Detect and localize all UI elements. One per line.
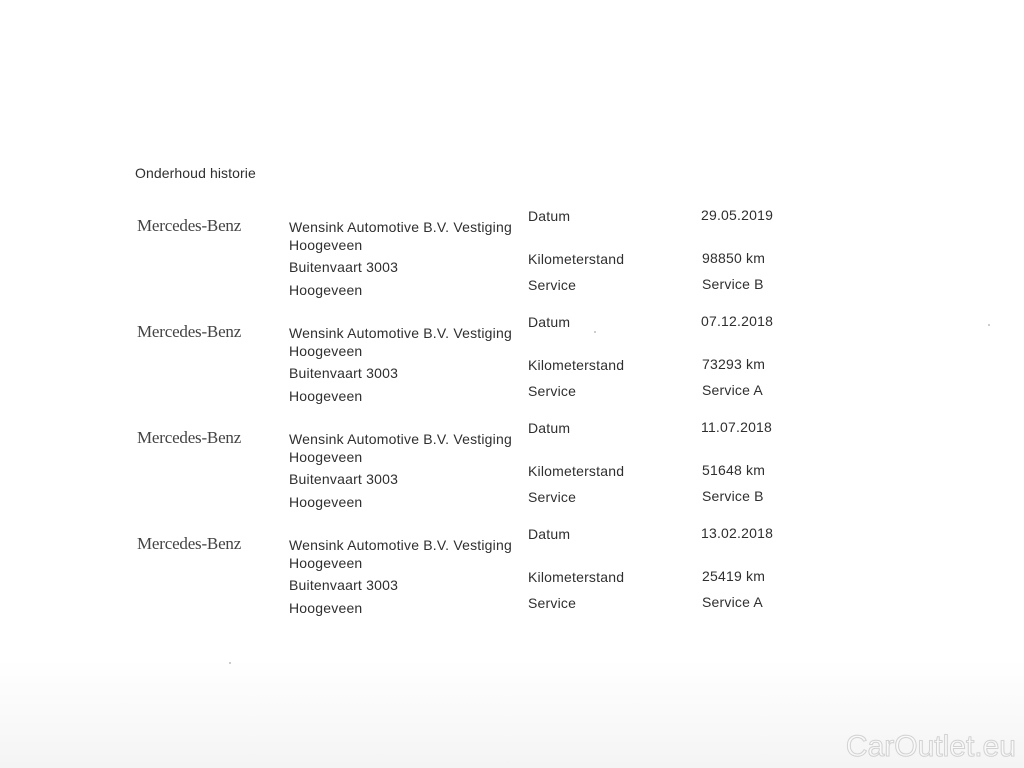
mileage-label: Kilometerstand (528, 357, 625, 373)
date-value: 11.07.2018 (701, 419, 773, 435)
dealer-city: Hoogeveen (289, 494, 363, 510)
dealer-street: Buitenvaart 3003 (289, 577, 399, 593)
date-value: 07.12.2018 (701, 313, 774, 329)
scan-dot (229, 662, 231, 664)
date-value: 29.05.2019 (701, 207, 774, 223)
maintenance-entry (0, 525, 1024, 634)
service-label: Service (528, 277, 577, 293)
maintenance-entry (0, 207, 1024, 316)
mileage-value: 98850 km (702, 250, 766, 266)
dealer-city: Hoogeveen (289, 388, 363, 404)
dealer-name: Wensink Automotive B.V. Vestiging (289, 219, 512, 235)
date-label: Datum (528, 314, 571, 330)
maintenance-entry (0, 313, 1024, 422)
dealer-name: Wensink Automotive B.V. Vestiging (289, 537, 512, 553)
dealer-location: Hoogeveen (289, 237, 363, 253)
mileage-label: Kilometerstand (528, 251, 625, 267)
mileage-value: 73293 km (702, 356, 766, 372)
mileage-label: Kilometerstand (528, 569, 625, 585)
dealer-name: Wensink Automotive B.V. Vestiging (289, 431, 512, 447)
mileage-value: 51648 km (702, 462, 766, 478)
brand-logo-text: Mercedes-Benz (137, 428, 242, 447)
service-label: Service (528, 383, 577, 399)
mileage-label: Kilometerstand (528, 463, 625, 479)
service-label: Service (528, 489, 577, 505)
dealer-street: Buitenvaart 3003 (289, 259, 399, 275)
date-label: Datum (528, 420, 571, 436)
service-value: Service A (702, 382, 763, 398)
service-label: Service (528, 595, 577, 611)
brand-logo-text: Mercedes-Benz (137, 216, 242, 235)
dealer-street: Buitenvaart 3003 (289, 471, 399, 487)
watermark-logo: CarOutlet.eu (845, 730, 1016, 763)
maintenance-entry (0, 419, 1024, 528)
dealer-name: Wensink Automotive B.V. Vestiging (289, 325, 512, 341)
dealer-city: Hoogeveen (289, 600, 363, 616)
date-label: Datum (528, 526, 571, 542)
dealer-city: Hoogeveen (289, 282, 363, 298)
dealer-location: Hoogeveen (289, 555, 363, 571)
date-value: 13.02.2018 (701, 525, 774, 541)
service-value: Service A (702, 594, 763, 610)
mileage-value: 25419 km (702, 568, 766, 584)
document-title: Onderhoud historie (135, 165, 256, 181)
dealer-location: Hoogeveen (289, 449, 363, 465)
brand-logo-text: Mercedes-Benz (137, 322, 242, 341)
dealer-street: Buitenvaart 3003 (289, 365, 399, 381)
scan-dot (988, 324, 990, 326)
date-label: Datum (528, 208, 571, 224)
brand-logo-text: Mercedes-Benz (137, 534, 242, 553)
dealer-location: Hoogeveen (289, 343, 363, 359)
scan-dot (594, 331, 596, 333)
service-value: Service B (702, 276, 764, 292)
service-value: Service B (702, 488, 764, 504)
